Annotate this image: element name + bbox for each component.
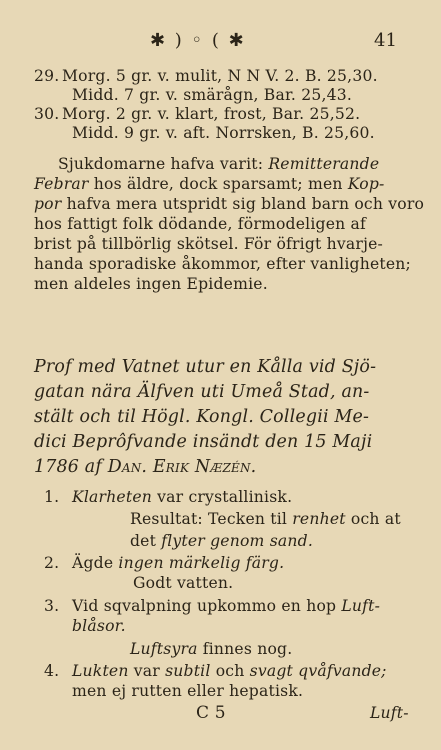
weather-row: Morg. 2 gr. v. klart, frost, Bar. 25,52. (62, 105, 361, 123)
paragraph-text: Sjukdomarne hafva varit: (58, 155, 269, 173)
paragraph-italic: Remitterande (268, 155, 380, 173)
item-line (72, 487, 292, 507)
paragraph-line: men aldeles ingen Epidemie. (34, 275, 268, 293)
paragraph-italic: Kop- (347, 175, 385, 193)
item-number: 3. (44, 597, 60, 615)
item-line (72, 661, 387, 681)
paragraph-text: hos äldre, dock sparsamt; men (88, 175, 348, 193)
page-number: 41 (374, 30, 397, 51)
paragraph-line (58, 154, 379, 174)
section-heading-line: gatan nära Älfven uti Umeå Stad, an- (34, 382, 370, 402)
weather-row: Midd. 7 gr. v. smärågn, Bar. 25,43. (72, 86, 353, 104)
item-italic: Luft- (341, 597, 381, 615)
item-text: Resultat: Tecken til (130, 510, 293, 528)
weather-row: Midd. 9 gr. v. aft. Norrsken, B. 25,60. (72, 124, 375, 142)
item-text: Vid sqvalpning upkommo en hop (72, 597, 342, 615)
item-number: 2. (44, 554, 60, 572)
item-italic: ingen märkelig färg. (118, 554, 285, 572)
paragraph-italic: Febrar (34, 175, 89, 193)
weather-row-num: 29. (34, 67, 60, 85)
paragraph-line (34, 174, 385, 194)
item-line: men ej rutten eller hepatisk. (72, 682, 304, 700)
item-line: Godt vatten. (133, 574, 234, 592)
item-line (130, 531, 313, 551)
item-italic: flyter genom sand. (161, 532, 313, 550)
author-name: Dan. Erik Næzén. (107, 457, 257, 477)
item-text: var crystallinisk. (152, 488, 293, 506)
item-italic: svagt qvåfvande; (249, 662, 387, 680)
item-line (130, 639, 292, 659)
item-text: finnes nog. (197, 640, 293, 658)
item-text: Ägde (72, 554, 119, 572)
item-italic: renhet (292, 510, 346, 528)
signature-mark: C 5 (196, 703, 226, 723)
item-text: och (210, 662, 250, 680)
weather-row-num: 30. (34, 105, 60, 123)
header-ornament: ✱ ) ◦ ( ✱ (150, 30, 246, 51)
item-italic: Luftsyra (130, 640, 198, 658)
paragraph-italic: por (34, 195, 62, 213)
item-italic: Klarheten (72, 488, 152, 506)
item-italic: subtil (165, 662, 211, 680)
item-line: blåsor. (72, 617, 126, 635)
section-heading-line: stält och til Högl. Kongl. Collegii Me- (34, 407, 370, 427)
section-heading-line: Prof med Vatnet utur en Kålla vid Sjö- (34, 357, 377, 377)
section-heading-line: dici Beprôfvande insändt den 15 Maji (34, 432, 373, 452)
section-heading-line (34, 457, 256, 477)
item-line (72, 596, 380, 616)
paragraph-line: hos fattigt folk dödande, förmodeligen af (34, 215, 367, 233)
item-number: 1. (44, 488, 60, 506)
paragraph-line: handa sporadiske åkommor, efter vanligheten; (34, 255, 411, 273)
item-line (130, 509, 401, 529)
weather-row: Morg. 5 gr. v. mulit, N N V. 2. B. 25,30. (62, 67, 378, 85)
item-number: 4. (44, 662, 60, 680)
heading-text: 1786 af (34, 457, 108, 477)
catchword: Luft- (370, 704, 409, 722)
item-text: och at (345, 510, 401, 528)
paragraph-line (34, 194, 424, 214)
item-line (72, 553, 284, 573)
item-text: det (130, 532, 162, 550)
item-italic: Lukten (72, 662, 129, 680)
paragraph-text: hafva mera utspridt sig bland barn och voro (61, 195, 425, 213)
paragraph-line: brist på tillbörlig skötsel. För öfrigt hvarje- (34, 235, 383, 253)
item-text: var (128, 662, 166, 680)
